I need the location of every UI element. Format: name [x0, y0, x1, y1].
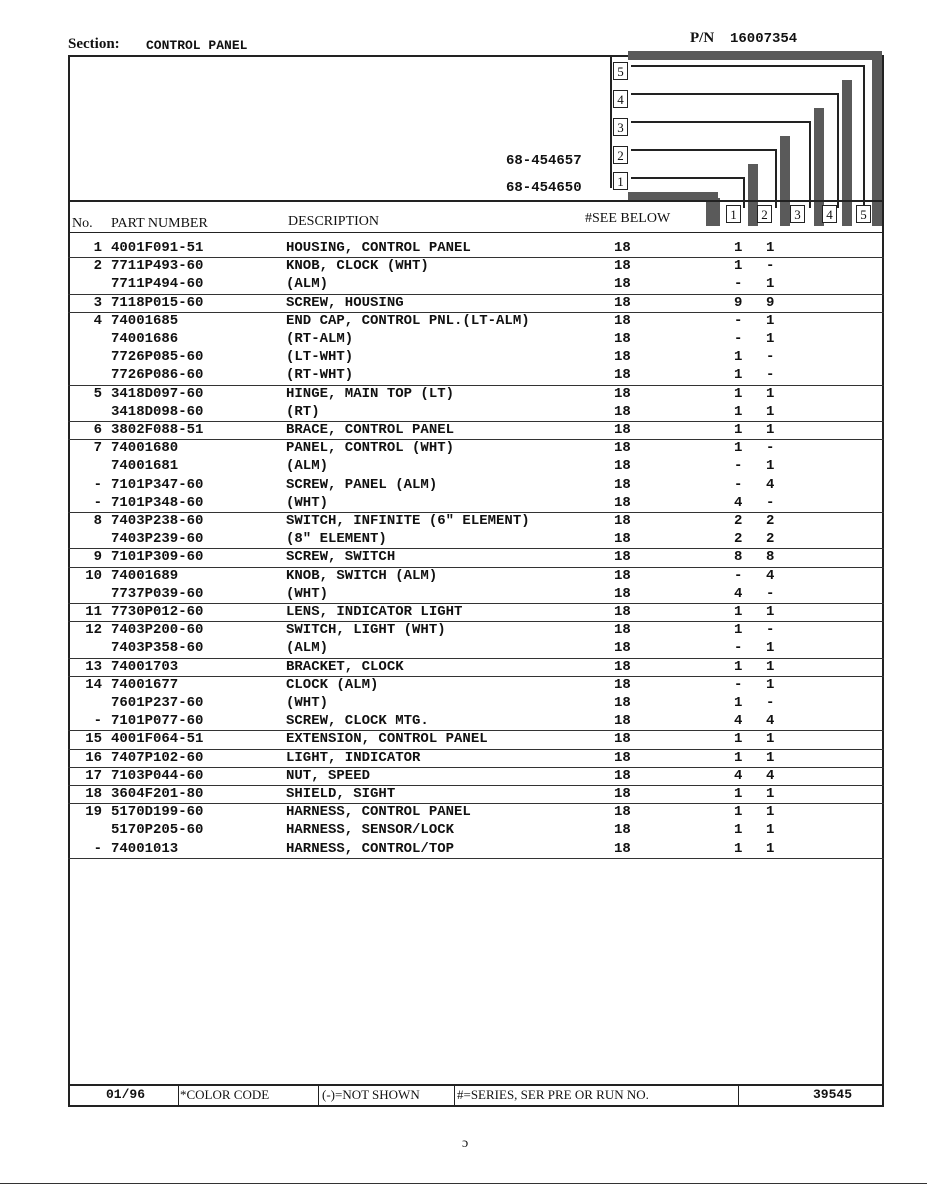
description: END CAP, CONTROL PNL.(LT-ALM) — [286, 312, 530, 329]
qty-col-1: 1 — [734, 804, 743, 821]
qty-col-2: 1 — [766, 604, 775, 620]
col-header-part-number: PART NUMBER — [111, 216, 208, 231]
part-number: 7118P015-60 — [111, 294, 204, 311]
series: 18 — [614, 804, 631, 821]
description: HINGE, MAIN TOP (LT) — [286, 385, 455, 402]
col-header-4: 4 — [822, 205, 837, 223]
qty-col-2: - — [766, 349, 775, 366]
col-header-see-below: #SEE BELOW — [585, 211, 671, 226]
description: SCREW, CLOCK MTG. — [286, 713, 429, 730]
table-row — [68, 640, 884, 658]
table-row — [68, 531, 884, 549]
table-row — [68, 295, 884, 313]
part-number: 7601P237-60 — [111, 695, 204, 711]
qty-col-2: 1 — [766, 240, 775, 256]
part-number: 3418D097-60 — [111, 385, 204, 402]
part-number: 7726P086-60 — [111, 367, 204, 384]
qty-col-1: - — [734, 312, 743, 329]
table-row — [68, 276, 884, 294]
table-row — [68, 313, 884, 331]
item-number: 1 — [93, 240, 102, 256]
series: 18 — [614, 840, 631, 857]
qty-col-2: 1 — [766, 804, 775, 821]
qty-col-1: 8 — [734, 549, 743, 566]
table-row — [68, 404, 884, 422]
series: 18 — [614, 531, 631, 548]
part-number: 7403P358-60 — [111, 640, 204, 657]
series: 18 — [614, 640, 631, 657]
description: SCREW, SWITCH — [286, 549, 396, 566]
item-number: 4 — [93, 312, 102, 329]
footer-divider-2 — [318, 1086, 319, 1106]
col-header-2: 2 — [757, 205, 772, 223]
series: 18 — [614, 731, 631, 748]
qty-col-1: 1 — [734, 349, 743, 366]
item-number: 3 — [93, 294, 102, 311]
qty-col-1: 4 — [734, 585, 743, 602]
qty-col-2: 4 — [766, 567, 775, 584]
part-number: 7101P309-60 — [111, 549, 204, 566]
qty-col-2: 1 — [766, 640, 775, 657]
qty-col-1: 1 — [734, 840, 743, 857]
description: (WHT) — [286, 585, 329, 602]
qty-col-1: 2 — [734, 513, 743, 529]
qty-col-1: - — [734, 567, 743, 584]
series: 18 — [614, 294, 631, 311]
page-bottom-rule — [0, 1183, 927, 1184]
qty-col-2: 1 — [766, 458, 775, 475]
item-number: - — [93, 840, 102, 857]
description: (ALM) — [286, 640, 329, 657]
series: 18 — [614, 422, 631, 438]
table-row — [68, 549, 884, 567]
qty-col-2: - — [766, 695, 775, 711]
footer-series: #=SERIES, SER PRE OR RUN NO. — [457, 1087, 649, 1102]
description: SWITCH, LIGHT (WHT) — [286, 622, 446, 639]
item-number: 17 — [85, 767, 102, 784]
model-col-box-2: 2 — [613, 146, 628, 164]
part-number: 3604F201-80 — [111, 786, 204, 802]
part-number: 3802F088-51 — [111, 422, 204, 438]
series: 18 — [614, 476, 631, 493]
qty-col-2: - — [766, 585, 775, 602]
part-number: 7101P348-60 — [111, 494, 204, 511]
table-row — [68, 422, 884, 440]
part-number: 7711P493-60 — [111, 258, 204, 275]
series: 18 — [614, 822, 631, 839]
table-row — [68, 331, 884, 349]
footer-divider-1 — [178, 1086, 179, 1106]
description: CLOCK (ALM) — [286, 676, 379, 693]
description: (ALM) — [286, 276, 329, 293]
series: 18 — [614, 786, 631, 802]
qty-col-2: - — [766, 494, 775, 511]
table-row — [68, 822, 884, 840]
series: 18 — [614, 258, 631, 275]
series: 18 — [614, 604, 631, 620]
qty-col-1: 4 — [734, 713, 743, 730]
item-number: 9 — [93, 549, 102, 566]
series: 18 — [614, 312, 631, 329]
qty-col-1: 1 — [734, 367, 743, 384]
part-number: 74001686 — [111, 331, 179, 347]
series: 18 — [614, 385, 631, 402]
item-number: - — [93, 494, 102, 511]
item-number: 19 — [85, 804, 102, 821]
qty-col-2: 1 — [766, 422, 775, 438]
description: (RT) — [286, 403, 320, 420]
qty-col-1: - — [734, 640, 743, 657]
series: 18 — [614, 276, 631, 293]
qty-col-1: 2 — [734, 531, 743, 548]
qty-col-2: - — [766, 367, 775, 384]
qty-col-2: 1 — [766, 822, 775, 839]
qty-col-1: 1 — [734, 695, 743, 711]
item-number: 7 — [93, 440, 102, 457]
description: SCREW, PANEL (ALM) — [286, 476, 438, 493]
model-col-box-3: 3 — [613, 118, 628, 136]
item-number: 13 — [85, 658, 102, 675]
qty-col-2: 1 — [766, 749, 775, 766]
part-number: 74001680 — [111, 440, 179, 457]
model-number-1: 68-454650 — [506, 180, 582, 196]
col-header-3: 3 — [790, 205, 805, 223]
description: KNOB, CLOCK (WHT) — [286, 258, 429, 275]
part-number: 4001F064-51 — [111, 731, 204, 748]
item-number: - — [93, 476, 102, 493]
description: BRACKET, CLOCK — [286, 658, 404, 675]
qty-col-2: 1 — [766, 385, 775, 402]
table-row — [68, 713, 884, 731]
part-number: 74001689 — [111, 567, 179, 584]
item-number: 14 — [85, 676, 102, 693]
table-row — [68, 786, 884, 804]
series: 18 — [614, 240, 631, 256]
model-col-box-5: 5 — [613, 62, 628, 80]
item-number: 8 — [93, 513, 102, 529]
series: 18 — [614, 549, 631, 566]
item-number: 2 — [93, 258, 102, 275]
part-number: 7403P238-60 — [111, 513, 204, 529]
table-row — [68, 349, 884, 367]
qty-col-2: 1 — [766, 786, 775, 802]
part-number-label: P/N — [690, 30, 715, 46]
footer-not-shown: (-)=NOT SHOWN — [322, 1087, 420, 1102]
qty-col-1: - — [734, 458, 743, 475]
table-row — [68, 240, 884, 258]
col-header-5: 5 — [856, 205, 871, 223]
qty-col-1: 1 — [734, 749, 743, 766]
table-row — [68, 841, 884, 859]
part-number: 5170P205-60 — [111, 822, 204, 839]
qty-col-2: 1 — [766, 312, 775, 329]
model-col-box-4: 4 — [613, 90, 628, 108]
series: 18 — [614, 513, 631, 529]
qty-col-2: 1 — [766, 403, 775, 420]
qty-col-1: 1 — [734, 658, 743, 675]
description: HARNESS, CONTROL/TOP — [286, 840, 455, 857]
model-number-2: 68-454657 — [506, 153, 582, 169]
series: 18 — [614, 403, 631, 420]
qty-col-1: 4 — [734, 494, 743, 511]
qty-col-2: 4 — [766, 476, 775, 493]
item-number: 6 — [93, 422, 102, 438]
part-number: 7403P200-60 — [111, 622, 204, 639]
table-row — [68, 586, 884, 604]
description: HARNESS, CONTROL PANEL — [286, 804, 471, 821]
qty-col-1: - — [734, 276, 743, 293]
qty-col-1: 1 — [734, 822, 743, 839]
footer-page-code: 39545 — [813, 1087, 853, 1102]
part-number: 74001685 — [111, 312, 179, 329]
table-row — [68, 804, 884, 822]
table-row — [68, 477, 884, 495]
table-row — [68, 458, 884, 476]
series: 18 — [614, 585, 631, 602]
series: 18 — [614, 713, 631, 730]
qty-col-1: - — [734, 676, 743, 693]
description: (ALM) — [286, 458, 329, 475]
part-number: 4001F091-51 — [111, 240, 204, 256]
series: 18 — [614, 367, 631, 384]
part-number: 3418D098-60 — [111, 403, 204, 420]
part-number: 74001013 — [111, 840, 179, 857]
series: 18 — [614, 695, 631, 711]
description: SWITCH, INFINITE (6" ELEMENT) — [286, 513, 530, 529]
table-row — [68, 440, 884, 458]
table-row — [68, 495, 884, 513]
qty-col-1: 1 — [734, 258, 743, 275]
qty-col-2: 1 — [766, 731, 775, 748]
qty-col-2: 2 — [766, 513, 775, 529]
qty-col-1: 1 — [734, 422, 743, 438]
model-column-diagram — [606, 48, 884, 230]
item-number: 11 — [85, 604, 102, 620]
qty-col-1: 1 — [734, 440, 743, 457]
col-header-description: DESCRIPTION — [288, 214, 380, 229]
footer-row — [68, 1086, 884, 1106]
table-row — [68, 677, 884, 695]
description: LIGHT, INDICATOR — [286, 749, 421, 766]
part-number: 7726P085-60 — [111, 349, 204, 366]
description: (WHT) — [286, 494, 329, 511]
item-number: 12 — [85, 622, 102, 639]
description: (WHT) — [286, 695, 329, 711]
item-number: 16 — [85, 749, 102, 766]
footer-divider-4 — [738, 1086, 739, 1106]
table-row — [68, 604, 884, 622]
model-col-box-1: 1 — [613, 172, 628, 190]
description: EXTENSION, CONTROL PANEL — [286, 731, 488, 748]
qty-col-2: - — [766, 622, 775, 639]
qty-col-1: 1 — [734, 622, 743, 639]
part-number: 74001681 — [111, 458, 179, 475]
part-number: 5170D199-60 — [111, 804, 204, 821]
series: 18 — [614, 622, 631, 639]
table-row — [68, 622, 884, 640]
part-number-value: 16007354 — [730, 31, 798, 47]
section-label: Section: — [68, 36, 120, 52]
part-number: 7101P077-60 — [111, 713, 204, 730]
qty-col-2: 9 — [766, 294, 775, 311]
header-bottom-rule — [68, 232, 884, 233]
series: 18 — [614, 349, 631, 366]
table-row — [68, 695, 884, 713]
description: KNOB, SWITCH (ALM) — [286, 567, 438, 584]
part-number: 74001703 — [111, 658, 179, 675]
item-number: - — [93, 713, 102, 730]
qty-col-1: 9 — [734, 294, 743, 311]
col-header-no: No. — [72, 216, 93, 231]
qty-col-2: 2 — [766, 531, 775, 548]
item-number: 5 — [93, 385, 102, 402]
qty-col-1: 1 — [734, 731, 743, 748]
section-value: CONTROL PANEL — [146, 38, 248, 53]
description: HARNESS, SENSOR/LOCK — [286, 822, 455, 839]
series: 18 — [614, 331, 631, 347]
qty-col-1: - — [734, 331, 743, 347]
qty-col-1: - — [734, 476, 743, 493]
description: SHIELD, SIGHT — [286, 786, 396, 802]
series: 18 — [614, 458, 631, 475]
qty-col-2: 8 — [766, 549, 775, 566]
qty-col-1: 1 — [734, 604, 743, 620]
table-row — [68, 731, 884, 749]
series: 18 — [614, 676, 631, 693]
qty-col-2: 4 — [766, 767, 775, 784]
table-row — [68, 367, 884, 385]
qty-col-2: 1 — [766, 331, 775, 347]
description: BRACE, CONTROL PANEL — [286, 422, 455, 438]
header-top-rule — [68, 200, 884, 202]
series: 18 — [614, 749, 631, 766]
qty-col-1: 1 — [734, 385, 743, 402]
series: 18 — [614, 767, 631, 784]
table-row — [68, 258, 884, 276]
qty-col-1: 4 — [734, 767, 743, 784]
table-row — [68, 750, 884, 768]
series: 18 — [614, 658, 631, 675]
footer-color-code: *COLOR CODE — [180, 1087, 270, 1102]
part-number: 7711P494-60 — [111, 276, 204, 293]
footer-divider-3 — [454, 1086, 455, 1106]
part-number: 74001677 — [111, 676, 179, 693]
table-row — [68, 386, 884, 404]
part-number: 7737P039-60 — [111, 585, 204, 602]
qty-col-1: 1 — [734, 786, 743, 802]
qty-col-2: 4 — [766, 713, 775, 730]
qty-col-2: 1 — [766, 658, 775, 675]
table-row — [68, 513, 884, 531]
part-number: 7101P347-60 — [111, 476, 204, 493]
table-row — [68, 568, 884, 586]
qty-col-2: 1 — [766, 840, 775, 857]
part-number: 7730P012-60 — [111, 604, 204, 620]
series: 18 — [614, 567, 631, 584]
row-separator — [68, 858, 884, 859]
description: (8" ELEMENT) — [286, 531, 387, 548]
qty-col-2: 1 — [766, 676, 775, 693]
footer-date: 01/96 — [106, 1087, 146, 1102]
description: (RT-ALM) — [286, 331, 354, 347]
qty-col-1: 1 — [734, 240, 743, 256]
item-number: 18 — [85, 786, 102, 802]
part-number: 7103P044-60 — [111, 767, 204, 784]
table-row — [68, 659, 884, 677]
qty-col-2: - — [766, 258, 775, 275]
description: NUT, SPEED — [286, 767, 371, 784]
description: HOUSING, CONTROL PANEL — [286, 240, 471, 256]
item-number: 10 — [85, 567, 102, 584]
table-row — [68, 768, 884, 786]
description: PANEL, CONTROL (WHT) — [286, 440, 455, 457]
qty-col-2: - — [766, 440, 775, 457]
qty-col-1: 1 — [734, 403, 743, 420]
qty-col-2: 1 — [766, 276, 775, 293]
page-mark: ɔ — [462, 1136, 469, 1151]
description: LENS, INDICATOR LIGHT — [286, 604, 463, 620]
description: (LT-WHT) — [286, 349, 354, 366]
series: 18 — [614, 494, 631, 511]
series: 18 — [614, 440, 631, 457]
item-number: 15 — [85, 731, 102, 748]
description: (RT-WHT) — [286, 367, 354, 384]
part-number: 7403P239-60 — [111, 531, 204, 548]
part-number: 7407P102-60 — [111, 749, 204, 766]
description: SCREW, HOUSING — [286, 294, 404, 311]
col-header-1: 1 — [726, 205, 741, 223]
